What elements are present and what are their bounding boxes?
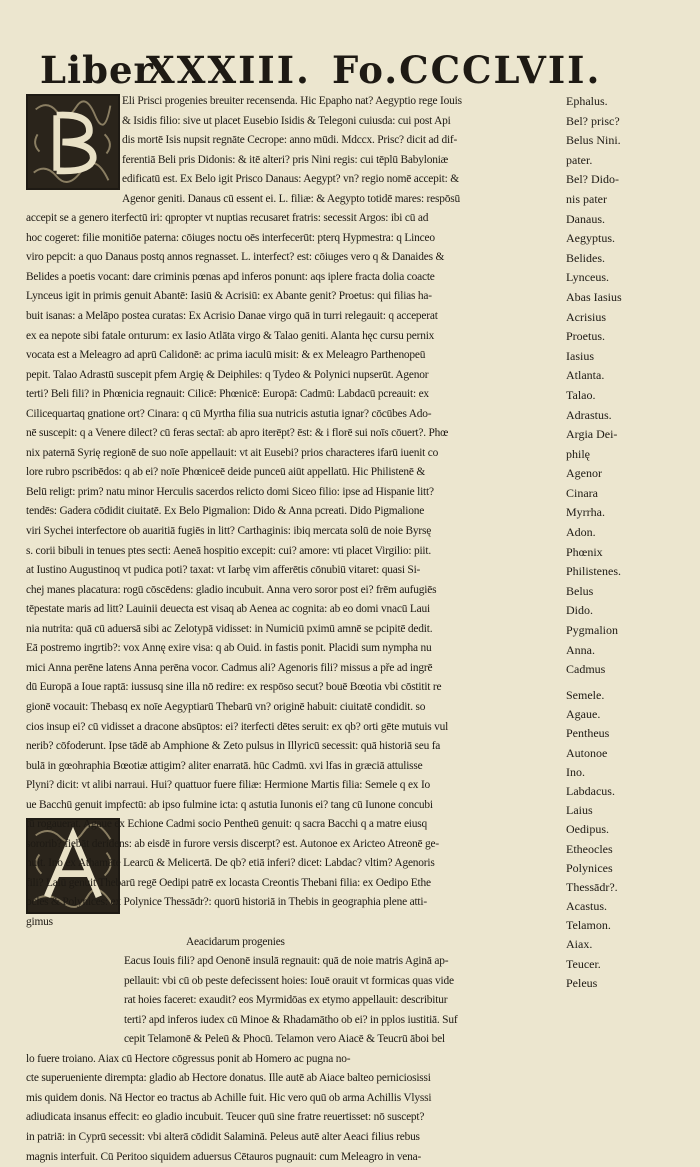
text-line: Cilicequartaq gnatione ort? Cinara: q cū Myrtha filia sua nutricis astutia ignar? cōcūbes Ado-	[26, 407, 432, 420]
text-line: dis mortē Isis nupsit regnāte Cecrope: anno mūdi. Mdccx. Prisc? dicit ad dif-	[122, 134, 458, 147]
text-line: gionē vocauit: Thebasq ex noīe Aegyptiarū Thebarū vn? originē habuit: ciuitatē condidit. so	[26, 700, 426, 713]
margin-note: Teucer.	[566, 956, 601, 971]
running-header	[40, 48, 602, 94]
text-line: accepit se a genero iterfectū iri: qpropter vt nuptias recusaret fratris: secessit Argos: ibi cū ad	[26, 212, 429, 225]
margin-note: Peleus	[566, 975, 598, 990]
margin-note: Belus Nini.	[566, 133, 621, 148]
text-line: chej manes placatura: rogū cōscēdens: gladio incubuit. Anna vero soror post ei? frēm aufugiēs	[26, 583, 437, 596]
text-line: bulā in gœohraphia Bœotiæ attigim? aliter enarratā. hūc Cadmū. xvi lfas in græciā attulisse	[26, 759, 423, 772]
margin-note: Argia Dei-	[566, 427, 618, 442]
margin-note: Agaue.	[566, 707, 601, 722]
margin-note: Polynices	[566, 860, 613, 875]
text-line: cte superueniente dirempta: gladio ab Hectore donatus. Ille autē ab Aiace balteo perniciosissi	[26, 1072, 431, 1085]
margin-note: Telamon.	[566, 918, 611, 933]
margin-note: pater.	[566, 152, 593, 167]
margin-note: Danaus.	[566, 211, 605, 226]
text-line: tendēs: Gadera cōdidit ciuitatē. Ex Belo Pigmalion: Dido & Anna pcreati. Dido Pigmalione	[26, 505, 425, 518]
text-line: pepit. Talao Adrastū suscepit pfem Argię & Deiphiles: q Tydeo & Polynici nupserūt. Agenor	[26, 368, 429, 381]
margin-note: nis pater	[566, 191, 607, 206]
margin-note: Acastus.	[566, 899, 607, 914]
margin-note: Philistenes.	[566, 564, 622, 579]
text-line: ue Bacchū genuit impfectū: ab ipso fulmine icta: q astutia Iunonis ei? tang cū Iunone concubi	[26, 798, 433, 811]
margin-note: Acrisius	[566, 309, 606, 324]
text-line: lo fuere troiano. Aiax cū Hectore cōgressus ponit ab Homero ac pugna no-	[26, 1052, 351, 1065]
text-line: hoc cogeret: filie monitiōe paterna: cōiuges noctu oēs interfecerūt: pterq Hypmestra: q Linceo	[26, 231, 435, 244]
margin-note: Adrastus.	[566, 407, 612, 422]
margin-note: Lynceus.	[566, 270, 609, 285]
text-line: magnis interfuit. Cū Peritoo siquidem aduersus Cētauros pugnauit: cum Meleagro in vena-	[26, 1150, 422, 1163]
margin-note: Semele.	[566, 688, 605, 702]
marginal-notes-lower	[566, 686, 686, 993]
margin-note: philę	[566, 446, 590, 461]
header-folio: Fo.CCCLVII.	[332, 48, 602, 92]
margin-note: Cinara	[566, 485, 598, 500]
margin-note: Iasius	[566, 348, 594, 363]
text-line: nē suscepit: q a Venere dilect? cū feras sectaī: ab apro iterēpt? ēst: & i florē sui noīs cōuert?. Phœ	[26, 427, 449, 440]
text-line: Belū religt: prim? natu minor Herculis sacerdos relicto domi Siceo filio: ipse ad Hispanie litt?	[26, 485, 434, 498]
main-text-column	[26, 92, 556, 1167]
margin-note: Phœnix	[566, 544, 603, 559]
text-line: adiudicata insanus effecit: eo gladio incubuit. Teucer quū sine fratre reuertisset: nō suscept?	[26, 1111, 425, 1124]
margin-note: Atlanta.	[566, 368, 605, 383]
text-line: viro pepcit: a quo Danaus postq annos regnasset. L. interfect? est: cōiuges vero q & Danaides &	[26, 251, 445, 264]
text-line: edificatū est. Ex Belo igit Prisco Danaus: Aegypt? vn? regio nomē accepit: &	[122, 173, 459, 186]
margin-note: Thessādr?.	[566, 879, 618, 894]
text-line: dū Europā a Ioue raptā: iussusq sine illa nō redire: ex respōso secut? bouē Bœotia vbi cōstitit re	[26, 681, 442, 694]
margin-note: Bel? Dido-	[566, 172, 619, 187]
text-line: mici Anna perēne latens Anna perēna vocor. Cadmus ali? Agenoris fili? missus a pře ad ingrē	[26, 661, 433, 674]
margin-note: Anna.	[566, 642, 595, 657]
text-line: fili? Laiū genuit Thebarū regē Oedipi patrē ex locasta Creontis Thebani filia: ex Oedipo Ethe	[26, 876, 431, 889]
text-line: nia nutrita: quā cū aduersā sibi ac Zelotypā vidisset: in Numiciū pximū amnē se pcipitē dedit.	[26, 622, 433, 635]
text-line: Agenor geniti. Danaus cū essent ei. L. filiæ: & Aegypto totidē mares: respōsū	[122, 192, 460, 205]
margin-note: Bel? prisc?	[566, 113, 620, 128]
text-line: s. corii bibuli in tenues ptes secti: Aeneā hospitio excepit: cui? amore: vti placet Virgilio: piit.	[26, 544, 432, 557]
header-book-number: XXXIII.	[146, 48, 311, 92]
margin-note: Labdacus.	[566, 783, 615, 798]
text-line: at Iustino Augustinoq vt pudica poti? taxat: vt Iarbę vim afferētis cōnubiū vitaret: quasi Si-	[26, 564, 421, 577]
text-line: terti? Beli fili? in Phœnicia regnauit: Cilicē: Phœnicē: Europā: Cadmū: Labdacū pcreauit: ex	[26, 388, 429, 401]
text-line: nix paternā Syrię regionē de suo noīe appellauit: vt ait Eusebi? prios characteres ifarū iuenit co	[26, 446, 439, 459]
margin-note: Dido.	[566, 603, 593, 618]
text-line: vocata est a Meleagro ad aprū Calidonē: ac prima iaculū misit: & ex Meleagro Parthenopeū	[26, 349, 426, 362]
text-line: buit isanas: a Melāpo postea curatas: Ex Acrisio Danae virgo quā in turri relegauit: q acceperat	[26, 310, 438, 323]
margin-note: Ephalus.	[566, 94, 608, 108]
text-line: & Isidis filio: sive ut placet Eusebio Isidis & Telegoni cuiusda: cui post Api	[122, 114, 451, 127]
margin-note: Laius	[566, 803, 593, 818]
margin-note: Etheocles	[566, 841, 613, 856]
text-line: ocles & Polynices: ex Polynice Thessādr?: quorū historiā in Thebis in geographia plene atti-	[26, 896, 427, 909]
text-line: Belides a poetis vocant: dare criminis pœnas apd inferos ponunt: aqs iplere fracta dolia coacte	[26, 270, 435, 283]
text-line: rat hoies faceret: exaudit? eos Myrmidōas ex etymo appellauit: describitur	[124, 994, 448, 1007]
text-line: nerib? cōfoderunt. Ipse tādē ab Amphione & Zeto pulsus in Illyricū secessit: quā historiā seu fa	[26, 740, 441, 753]
margin-note: Pygmalion	[566, 623, 619, 638]
text-line: Eā postremo ingrtib?: vox Annę exire visa: q ab Ouid. in fastis ponit. Placidi sum nympha nu	[26, 642, 432, 655]
margin-note: Autonoe	[566, 745, 608, 760]
text-line: tū rogauerat. Agaue ex Echione Cadmi socio Pentheū genuit: q sacra Bacchi q a matre eiusq	[26, 818, 427, 831]
margin-note: Aegyptus.	[566, 231, 615, 246]
text-line: ferentiā Beli pris Didonis: & itē alteri? pris Nini regis: cui tēplū Babyloniæ	[122, 153, 449, 166]
text-line: viri Sychei interfectore ob auaritiā fugiēs in litt? Carthaginis: ibiq mercata solū de noie Byrsę	[26, 525, 432, 538]
text-line: gimus	[26, 915, 53, 928]
margin-note: Oedipus.	[566, 822, 609, 837]
margin-note: Proetus.	[566, 329, 605, 344]
text-line: tēpestate maris ad litt? Lauinii deuecta est visaq ab Aenea ac cognita: ab eo domi vnacū Laui	[26, 603, 430, 616]
margin-note: Agenor	[566, 466, 602, 481]
text-line: in patriā: in Cyprū secessit: vbi alterā cōdidit Salaminā. Peleus autē alter Aeaci filius rebus	[26, 1130, 420, 1143]
text-line: ex ea nepote sibi fatale orıturum: ex Iasio Atlāta virgo & Talao geniti. Alanta hęc cursu pernix	[26, 329, 435, 342]
text-line: terti? apd inferos iudex cū Minoe & Rhadamātho ob ei? in pplos iustitiā. Suf	[124, 1013, 458, 1026]
section-subheading: Aeacidarum progenies	[186, 935, 285, 948]
margin-note: Belus	[566, 583, 594, 598]
margin-note: Ino.	[566, 764, 585, 779]
text-line: cios insup ei? cū vidisset a dracone absūptos: ei? iterfecti dētes seruit: ex qb? orti gēte mutuis vul	[26, 720, 449, 733]
marginal-notes-upper	[566, 92, 686, 680]
text-line: cepit Telamonē & Peleū & Phocū. Telamon vero Aiacē & Teucrū āboi bel	[124, 1033, 445, 1046]
text-line: nuit. Ino ex Athamāte Learcū & Melicertā. De qb? etiā inferi? dicet: Labdac? vltim? Agenoris	[26, 857, 435, 870]
margin-note: Myrrha.	[566, 505, 605, 520]
margin-note: Abas Iasius	[566, 289, 622, 304]
text-line: Eacus Iouis fili? apd Oenonē insulā regnauit: quā de noie matris Aginā ap-	[124, 955, 449, 968]
text-line: Lynceus igit in primis genuit Abantē: Iasiū & Acrisiū: ex Abante genit? Proetus: qui filias ha-	[26, 290, 432, 303]
text-line: Plyni? dicit: vt alibi narraui. Hui? quattuor fuere filiæ: Hermione Martis filia: Semele q ex Io	[26, 779, 431, 792]
margin-note: Cadmus	[566, 662, 606, 677]
margin-note: Talao.	[566, 387, 596, 402]
margin-note: Adon.	[566, 525, 596, 540]
margin-note: Belides.	[566, 250, 605, 265]
header-liber: Liber	[40, 48, 154, 92]
text-line: mis quidem donis. Nā Hector eo tractus ab Achille fuit. Hic vero quū ob arma Achillis Vlyssi	[26, 1091, 432, 1104]
text-line: lore rubro pscribēdos: q ab ei? noīe Phœniceē deide punceū aiūt appellatū. Hic Philistenē &	[26, 466, 426, 479]
text-line: pellauit: vbi cū ob peste defecissent hoies: Iouē orauit vt formicas quas vide	[124, 974, 454, 987]
text-line: Eli Prisci progenies breuiter recensenda. Hic Epapho nat? Aegyptio rege Iouis	[122, 95, 462, 107]
margin-note: Pentheus	[566, 726, 610, 741]
text-line: sororib? fiebāt deridens: ab eisdē in furore versis discerpt? est. Autonoe ex Aricteo Atreonē ge-	[26, 837, 439, 850]
margin-note: Aiax.	[566, 937, 593, 952]
